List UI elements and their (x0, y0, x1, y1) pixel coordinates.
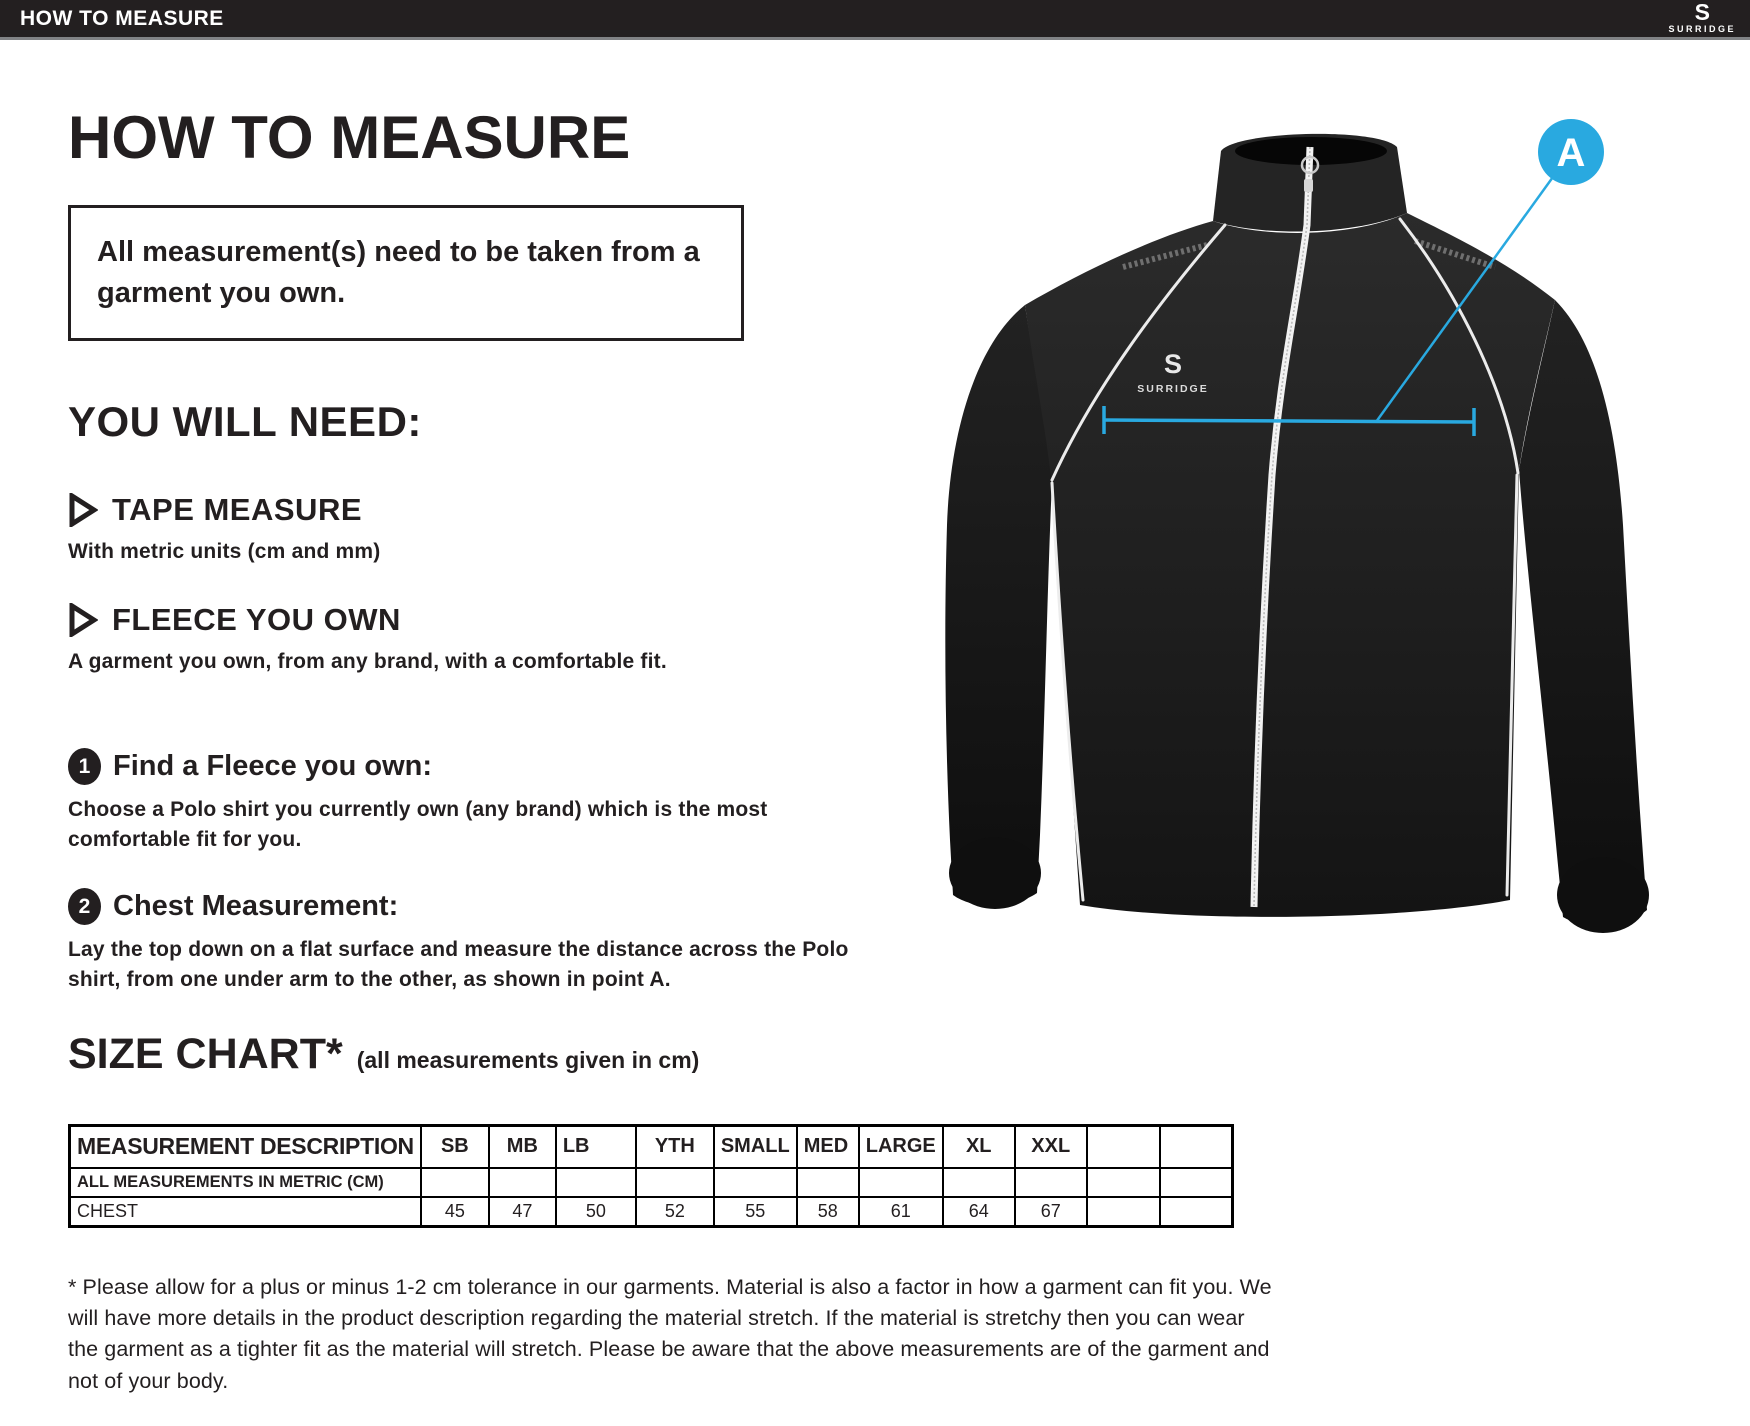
size-chart-table (68, 1124, 1234, 1228)
surridge-logo (1668, 1, 1736, 34)
table-cell (1015, 1168, 1087, 1197)
column-header: XXL (1015, 1126, 1087, 1168)
surridge-wordmark: SURRIDGE (1668, 24, 1736, 34)
table-cell: CHEST (70, 1197, 421, 1227)
need-item-label: FLEECE YOU OWN (112, 602, 401, 637)
table-header-row (70, 1126, 1233, 1168)
you-will-need-heading: YOU WILL NEED: (68, 398, 422, 445)
table-cell: 61 (859, 1197, 943, 1227)
table-row (70, 1197, 1233, 1227)
step-1-description: Choose a Polo shirt you currently own (any brand) which is the most comfortable fit for you. (68, 798, 768, 852)
need-item-fleece (68, 602, 401, 638)
column-header: MED (797, 1126, 859, 1168)
column-header: LB (556, 1126, 636, 1168)
step-title: Chest Measurement: (113, 890, 399, 922)
chest-logo-wordmark: SURRIDGE (1137, 383, 1209, 395)
column-header: SB (421, 1126, 489, 1168)
step-2-description: Lay the top down on a flat surface and measure the distance across the Polo shirt, from one under arm to the other, as shown in point A. (68, 938, 849, 992)
table-cell: 45 (421, 1197, 489, 1227)
need-item-tape-measure (68, 492, 362, 528)
table-cell (556, 1168, 636, 1197)
need-item-label: TAPE MEASURE (112, 492, 363, 527)
table-cell (636, 1168, 714, 1197)
table-cell: 67 (1015, 1197, 1087, 1227)
table-cell (1160, 1197, 1233, 1227)
table-cell: 58 (797, 1197, 859, 1227)
table-cell: 47 (489, 1197, 556, 1227)
table-cell: 55 (714, 1197, 797, 1227)
table-cell (714, 1168, 797, 1197)
table-cell: 64 (943, 1197, 1015, 1227)
column-header: SMALL (714, 1126, 797, 1168)
point-a-label: A (1556, 131, 1586, 175)
column-header: MB (489, 1126, 556, 1168)
table-cell: 52 (636, 1197, 714, 1227)
jacket-illustration (855, 55, 1750, 965)
step-title: Find a Fleece you own: (113, 750, 433, 782)
top-bar-title: HOW TO MEASURE (20, 6, 224, 30)
table-cell (1087, 1197, 1160, 1227)
table-row (70, 1168, 1233, 1197)
need-item-description: With metric units (cm and mm) (68, 540, 381, 563)
table-cell: ALL MEASUREMENTS IN METRIC (CM) (70, 1168, 421, 1197)
table-cell (1160, 1168, 1233, 1197)
table-cell (421, 1168, 489, 1197)
step-2-header (68, 888, 398, 925)
table-cell (943, 1168, 1015, 1197)
need-item-description: A garment you own, from any brand, with a comfortable fit. (68, 650, 667, 673)
surridge-s-icon: S (1694, 0, 1710, 25)
column-header: YTH (636, 1126, 714, 1168)
size-chart-heading (68, 1030, 699, 1079)
notice-text: All measurement(s) need to be taken from a garment you own. (97, 236, 700, 310)
footnote: * Please allow for a plus or minus 1-2 cm tolerance in our garments. Material is also a factor in how a garment can fit you. We will have more details in the product description regarding the material stretch. If the material is stretchy then you can wear the garment as a tighter fit as the material will stretch. Please be aware that the above measurements are of the garment and not of your body. (68, 1275, 1272, 1393)
top-bar (0, 0, 1750, 40)
column-header (1160, 1126, 1233, 1168)
zip-slider-icon (1304, 179, 1313, 192)
table-cell (797, 1168, 859, 1197)
column-header (1087, 1126, 1160, 1168)
table-cell (489, 1168, 556, 1197)
triangle-bullet-icon (68, 493, 98, 527)
size-chart-title: SIZE CHART* (68, 1030, 343, 1078)
table-cell (1087, 1168, 1160, 1197)
column-header: XL (943, 1126, 1015, 1168)
notice-box (68, 205, 744, 341)
column-header: MEASUREMENT DESCRIPTION (70, 1126, 421, 1168)
table-cell (859, 1168, 943, 1197)
page-title: HOW TO MEASURE (68, 104, 631, 171)
table-cell: 50 (556, 1197, 636, 1227)
size-chart-subtitle: (all measurements given in cm) (356, 1047, 700, 1073)
triangle-bullet-icon (68, 603, 98, 637)
step-number-badge: 2 (68, 888, 101, 925)
step-number-badge: 1 (68, 748, 101, 785)
step-1-header (68, 748, 432, 785)
column-header: LARGE (859, 1126, 943, 1168)
chest-logo-s-icon: S (1163, 349, 1183, 379)
